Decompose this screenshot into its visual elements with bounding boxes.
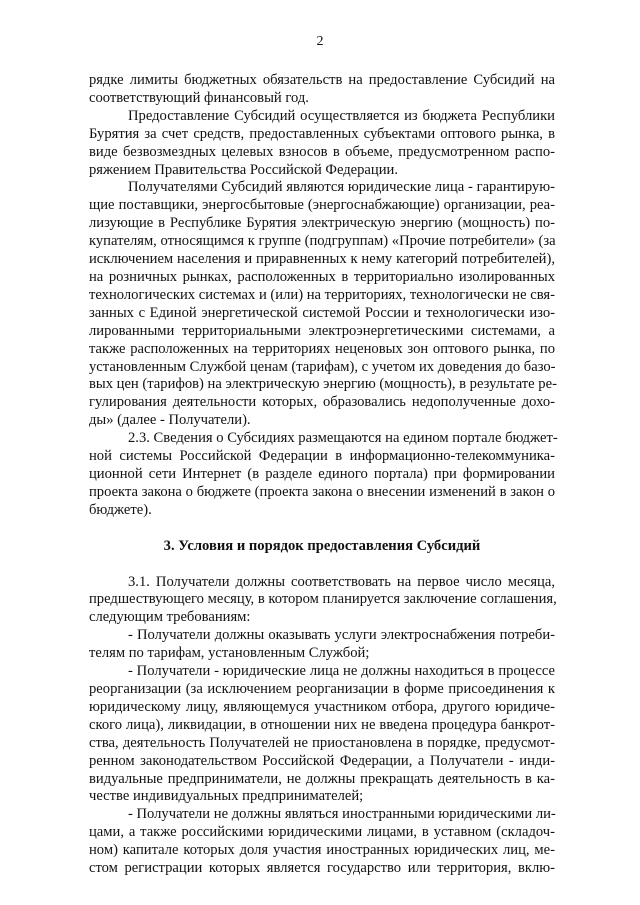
- text-line: вых цен (тарифов) на электрическую энергию (мощность), в результате ре-: [89, 376, 557, 393]
- text-line: виде безвозмездных целевых взносов в объеме, предусмотренном распо-: [89, 143, 555, 160]
- text-line: - Получатели должны оказывать услуги электроснабжения потреби-: [128, 627, 555, 644]
- text-line: ренном законодательством Российской Федерации, а Получатели - инди-: [89, 752, 555, 769]
- paragraph: [89, 627, 555, 663]
- text-line: 3.1. Получатели должны соответствовать на первое число месяца,: [128, 573, 555, 590]
- text-line: ды» (далее - Получатели).: [89, 412, 251, 429]
- text-line: цами, а также российскими юридическими лицами, в уставном (складоч-: [89, 824, 555, 841]
- text-line: ряжением Правительства Российской Федерации.: [89, 161, 398, 178]
- text-line: на розничных рынках, расположенных в территориально изолированных: [89, 268, 555, 285]
- text-line: лированными территориальными электроэнергетическими системами, а: [89, 322, 555, 339]
- text-line: установленным Службой ценам (тарифам), с учетом их доведения до базо-: [89, 358, 556, 375]
- text-line: исключением населения и приравненных к нему категорий потребителей),: [89, 251, 555, 268]
- text-line: - Получатели - юридические лица не должны находиться в процессе: [128, 663, 555, 680]
- section-3-text: [89, 574, 555, 878]
- text-line: купателям, относящимся к группе (подгруппам) «Прочие потребители» (за: [89, 233, 556, 250]
- text-line: технологических системах и (или) на территориях, технологически не свя-: [89, 286, 555, 303]
- page-number: 2: [316, 34, 324, 49]
- text-line: честве индивидуальных предпринимателей;: [89, 788, 364, 805]
- text-line: Предоставление Субсидий осуществляется из бюджета Республики: [128, 107, 555, 124]
- paragraph: [89, 179, 555, 430]
- text-line: предшествующего месяцу, в котором планируется заключение соглашения,: [89, 591, 557, 608]
- text-line: бюджете).: [89, 501, 152, 518]
- text-line: ского лица), ликвидации, в отношении них не введена процедура банкрот-: [89, 716, 555, 733]
- text-line: Бурятия за счет средств, предоставленных субъектами оптового рынка, в: [89, 125, 555, 142]
- paragraph: [89, 574, 555, 628]
- text-line: лизующие в Республике Бурятия электрическую энергию (мощность) по-: [89, 215, 555, 232]
- paragraph: [89, 430, 558, 520]
- paragraph: [89, 72, 555, 108]
- text-line: ства, деятельность Получателей не приостановлена в порядке, предусмот-: [89, 734, 555, 751]
- text-line: ном) капитале которых доля участия иностранных юридических лиц, ме-: [89, 842, 555, 859]
- paragraph: [89, 806, 555, 878]
- text-line: видуальные предприниматели, не должны прекращать деятельность в ка-: [89, 770, 555, 787]
- text-line: проекта закона о бюджете (проекта закона о внесении изменений в закон о: [89, 483, 555, 500]
- text-line: Получателями Субсидий являются юридические лица - гарантирую-: [128, 179, 555, 196]
- text-line: соответствующий финансовый год.: [89, 89, 309, 106]
- paragraph: [89, 663, 555, 806]
- document-body: [89, 72, 558, 878]
- section-heading: 3. Условия и порядок предоставления Субсидий: [163, 537, 481, 554]
- text-line: щие поставщики, энергосбытовые (энергоснабжающие) организации, реа-: [89, 197, 555, 214]
- paragraph: [89, 108, 555, 180]
- text-line: 2.3. Сведения о Субсидиях размещаются на едином портале бюджет-: [128, 430, 558, 447]
- text-line: рядке лимиты бюджетных обязательств на предоставление Субсидий на: [89, 72, 555, 88]
- text-line: - Получатели не должны являться иностранными юридическими ли-: [128, 806, 556, 823]
- text-line: стом регистрации которых является государство или территория, вклю-: [89, 860, 555, 877]
- text-line: юридическому лицу, являющемуся участником отбора, другого юридиче-: [89, 698, 555, 715]
- text-line: занных с Единой энергетической системой России и технологически изо-: [89, 304, 555, 321]
- text-line: гулирования деятельности которых, образовались недополученные дохо-: [89, 394, 555, 411]
- text-line: телям по тарифам, установленным Службой;: [89, 645, 370, 662]
- text-line: также расположенных на территориях неценовых зон оптового рынка, по: [89, 340, 555, 357]
- text-line: ной системы Российской Федерации в информационно-телекоммуника-: [89, 448, 555, 465]
- text-line: ционной сети Интернет (в разделе единого портала) при формировании: [89, 465, 555, 482]
- section-2-text: [89, 72, 558, 520]
- text-line: следующим требованиям:: [89, 609, 251, 626]
- text-line: реорганизации (за исключением реорганизации в форме присоединения к: [89, 681, 555, 697]
